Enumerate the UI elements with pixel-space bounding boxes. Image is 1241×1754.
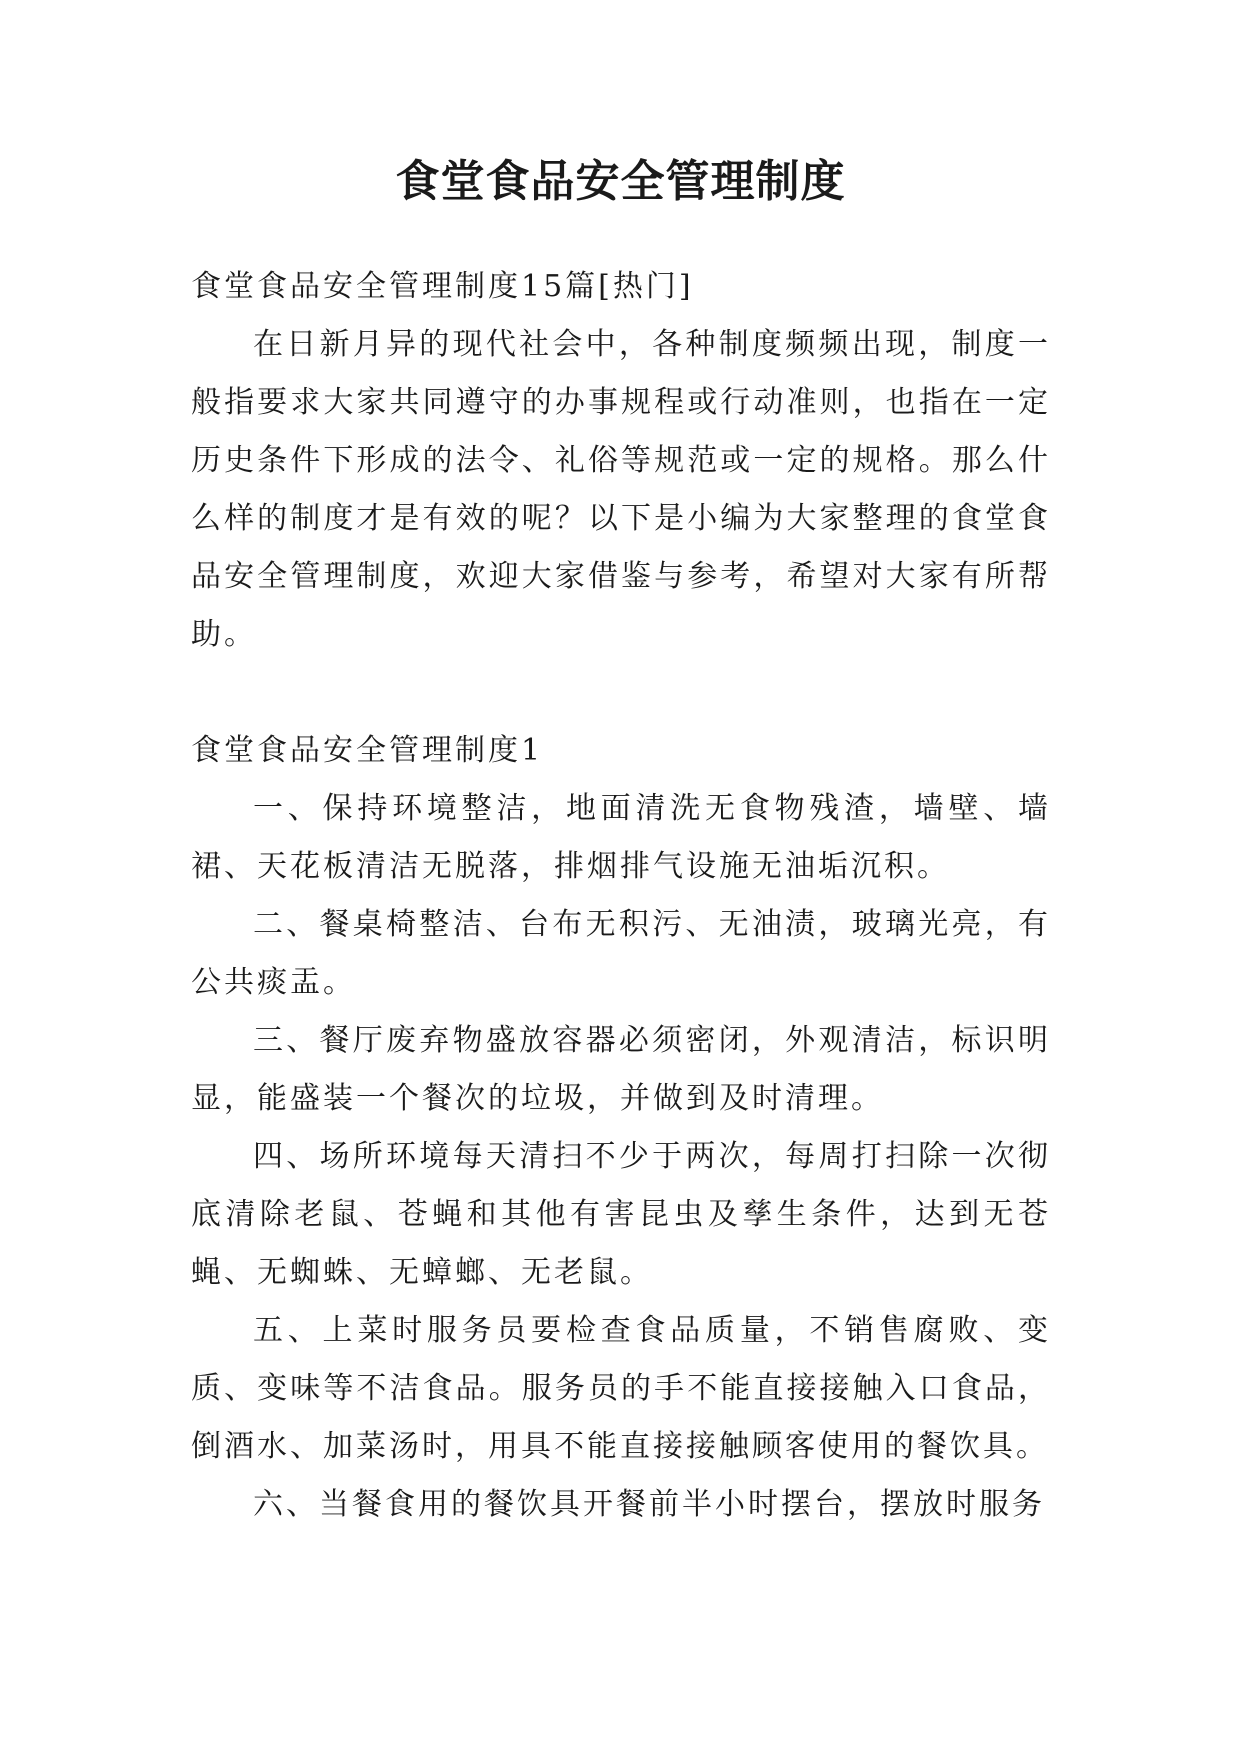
intro-paragraph: 在日新月异的现代社会中，各种制度频频出现，制度一般指要求大家共同遵守的办事规程或行动准则，也指在一定历史条件下形成的法令、礼俗等规范或一定的规格。那么什么样的制度才是有效的呢？以下是小编为大家整理的食堂食品安全管理制度，欢迎大家借鉴与参考，希望对大家有所帮助。 <box>191 327 1051 652</box>
document-title: 食堂食品安全管理制度 <box>395 156 846 207</box>
section-item-2: 二、餐桌椅整洁、台布无积污、无油渍，玻璃光亮，有公共痰盂。 <box>191 907 1051 1000</box>
section-spacer <box>191 664 1051 722</box>
section-heading: 食堂食品安全管理制度1 <box>191 733 544 768</box>
section-item-1: 一、保持环境整洁，地面清洗无食物残渣，墙壁、墙裙、天花板清洁无脱落，排烟排气设施无油垢沉积。 <box>191 791 1051 884</box>
section-item-6: 六、当餐食用的餐饮具开餐前半小时摆台，摆放时服务 <box>253 1487 1045 1522</box>
section-item-3: 三、餐厅废弃物盛放容器必须密闭，外观清洁，标识明显，能盛装一个餐次的垃圾，并做到及时清理。 <box>191 1023 1051 1116</box>
document-subtitle: 食堂食品安全管理制度15篇[热门] <box>191 269 694 304</box>
document-body <box>191 258 1051 1534</box>
section-item-4: 四、场所环境每天清扫不少于两次，每周打扫除一次彻底清除老鼠、苍蝇和其他有害昆虫及孳生条件，达到无苍蝇、无蜘蛛、无蟑螂、无老鼠。 <box>191 1139 1051 1290</box>
section-item-5: 五、上菜时服务员要检查食品质量，不销售腐败、变质、变味等不洁食品。服务员的手不能直接接触入口食品，倒酒水、加菜汤时，用具不能直接接触顾客使用的餐饮具。 <box>191 1313 1051 1464</box>
